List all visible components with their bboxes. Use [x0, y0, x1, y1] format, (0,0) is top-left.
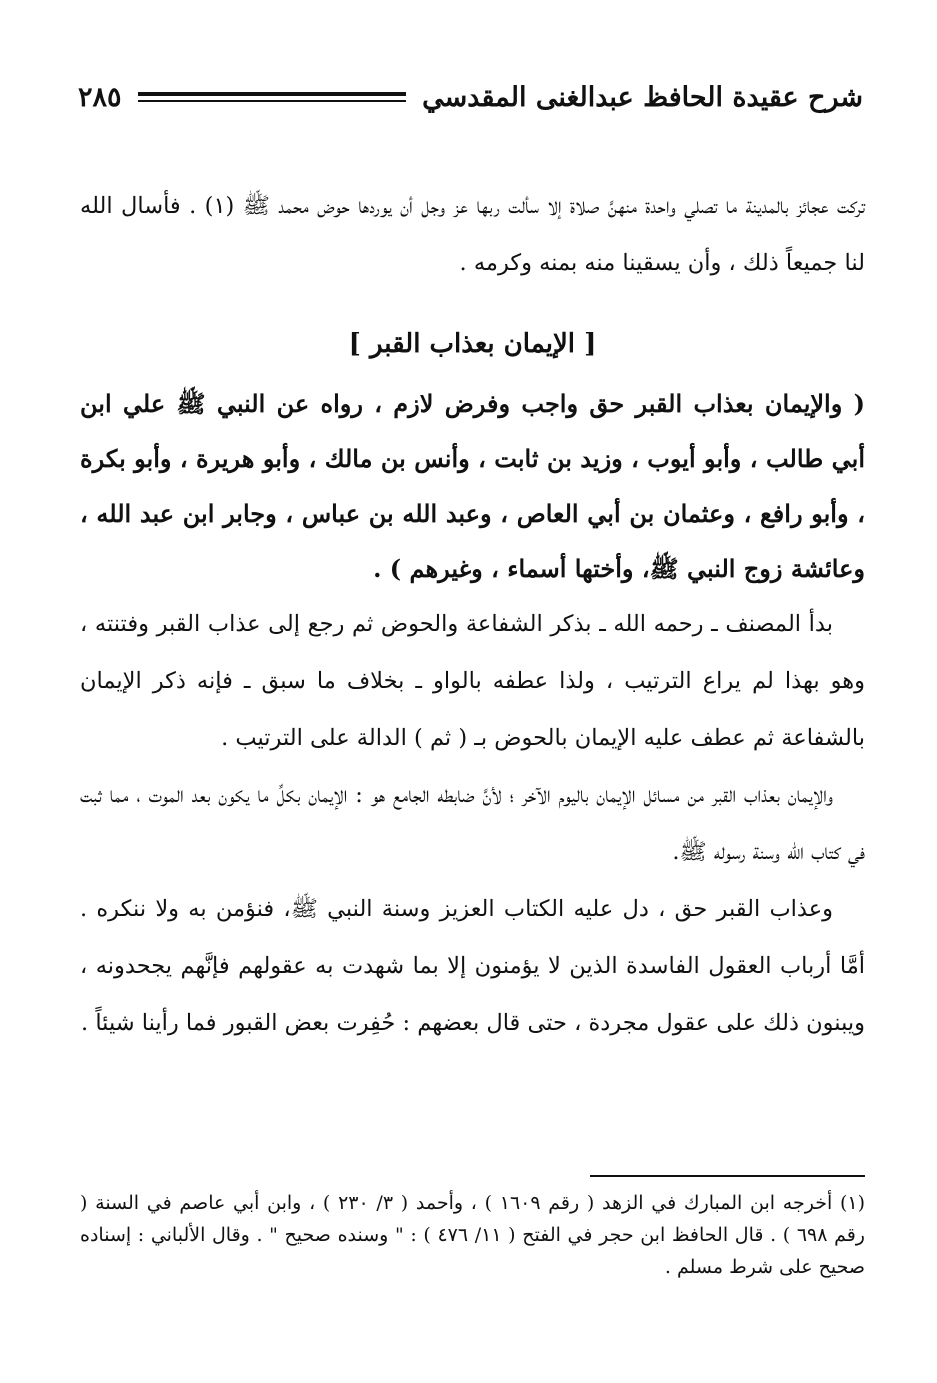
- commentary-paragraph-3: وعذاب القبر حق ، دل عليه الكتاب العزيز وسنة النبي ﷺ، فنؤمن به ولا ننكره . أمَّا أرباب العقول الفاسدة الذين لا يؤمنون إلا بما شهدت به عقولهم فإنَّهم يجحدونه ، ويبنون ذلك على عقول مجردة ، حتى قال بعضهم : حُفِرت بعض القبور فما رأينا شيئاً .: [80, 896, 865, 1036]
- running-header: [78, 72, 863, 122]
- commentary-paragraph-2: والإيمان بعذاب القبر من مسائل الإيمان باليوم الآخر ؛ لأنَّ ضابطه الجامع هو : الإيمان بكلِّ ما يكون بعد الموت ، مما ثبت في كتاب الله وسنة رسوله ﷺ.: [80, 782, 865, 865]
- footnote-1: (١) أخرجه ابن المبارك في الزهد ( رقم ١٦٠٩ ) ، وأحمد ( ٣/ ٢٣٠ ) ، وابن أبي عاصم في السنة ( رقم ٦٩٨ ) . قال الحافظ ابن حجر في الفتح ( ١١/ ٤٧٦ ) : " وسنده صحيح " . وقال الألباني : إسناده صحيح على شرط مسلم .: [80, 1192, 865, 1278]
- header-title: شرح عقيدة الحافظ عبدالغنى المقدسي: [422, 81, 863, 113]
- header-rule: [138, 92, 407, 102]
- page-number: ٢٨٥: [78, 81, 122, 113]
- footnotes: [80, 1175, 865, 1283]
- commentary-paragraph-1: بدأ المصنف ـ رحمه الله ـ بذكر الشفاعة والحوض ثم رجع إلى عذاب القبر وفتنته ، وهو بهذا لم يراع الترتيب ، ولذا عطفه بالواو ـ بخلاف ما سبق ـ فإنه ذكر الإيمان بالشفاعة ثم عطف عليه الإيمان بالحوض بـ ( ثم ) الدالة على الترتيب .: [80, 611, 865, 751]
- matn-text: ( والإيمان بعذاب القبر حق واجب وفرض لازم ، رواه عن النبي ﷺ علي ابن أبي طالب ، وأبو أيوب ، وزيد بن ثابت ، وأنس بن مالك ، وأبو هريرة ، وأبو بكرة ، وأبو رافع ، وعثمان بن أبي العاص ، وعبد الله بن عباس ، وجابر ابن عبد الله ، وعائشة زوج النبي ﷺ، وأختها أسماء ، وغيرهم ) .: [80, 389, 865, 583]
- intro-paragraph: تركت عجائز بالمدينة ما تصلي واحدة منهنَّ صلاة إلا سألت ربها عز وجل أن يوردها حوض محمد ﷺ (١) . فأسال الله لنا جميعاً ذلك ، وأن يسقينا منه بمنه وكرمه .: [80, 193, 866, 276]
- footnote-rule: [590, 1175, 865, 1177]
- section-heading: [ الإيمان بعذاب القبر ]: [348, 329, 597, 359]
- page-body: [80, 178, 865, 1052]
